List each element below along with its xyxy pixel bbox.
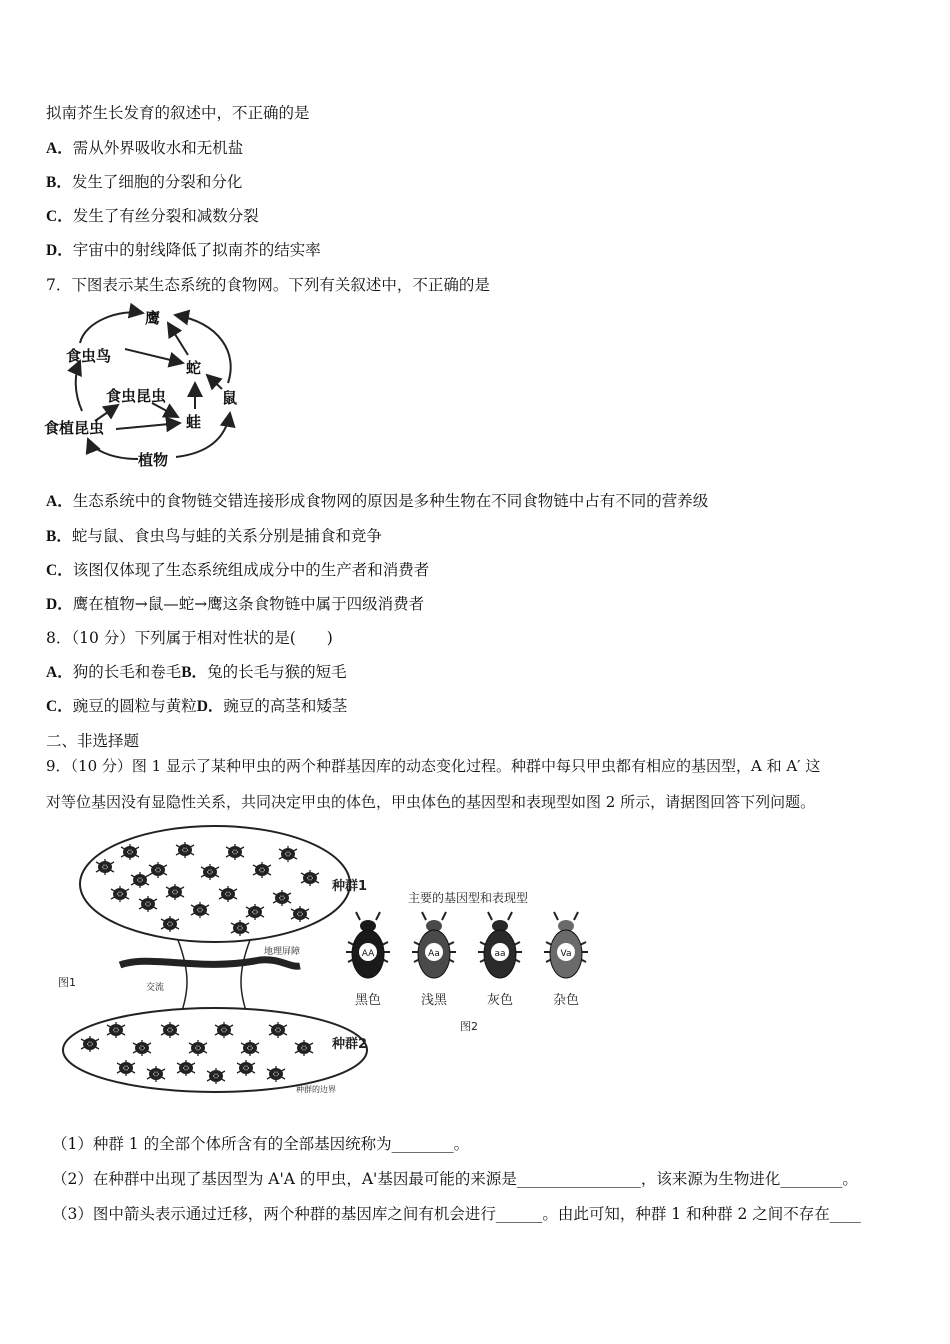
barrier-label: 地理屏障 [264, 947, 301, 957]
figure1-label: 图1 [58, 976, 76, 989]
phenotype-label: 杂色 [552, 993, 580, 1008]
q6-option-c: C．发生了有丝分裂和减数分裂 [46, 207, 259, 225]
q8-stem: 8．（10 分）下列属于相对性状的是( ) [46, 629, 333, 647]
beetle-aa [412, 912, 456, 1008]
genotype-label: Va [560, 949, 572, 959]
q7-option-b: B．蛇与鼠、食虫鸟与蛙的关系分别是捕食和竞争 [46, 527, 382, 545]
figure2-title: 主要的基因型和表现型 [408, 891, 529, 905]
question-intro: 拟南芥生长发育的叙述中，不正确的是 [46, 104, 310, 122]
geographic-barrier [120, 960, 300, 967]
phenotype-label: 灰色 [486, 993, 514, 1008]
boundary-label: 种群的边界 [296, 1085, 336, 1094]
edge-snake-hawk [168, 323, 188, 355]
q6-option-d: D．宇宙中的射线降低了拟南芥的结实率 [46, 241, 321, 259]
node-plant: 植物 [138, 451, 169, 469]
node-insectivorous-bird: 食虫鸟 [66, 347, 112, 365]
node-mouse: 鼠 [222, 389, 238, 407]
q9-sub3: （3）图中箭头表示通过迁移，两个种群的基因库之间有机会进行______。由此可知，种群 1 和种群 2 之间不存在____ [52, 1205, 861, 1223]
edge-herb-bird [76, 361, 82, 411]
q6-option-a: A．需从外界吸收水和无机盐 [46, 139, 244, 157]
q9-sub2: （2）在种群中出现了基因型为 A'A 的甲虫，A'基因最可能的来源是________________，该来源为生物进化________。 [52, 1170, 858, 1188]
edge-insect-frog [152, 403, 178, 417]
food-web-diagram [40, 303, 260, 475]
edge-plant-herb [88, 439, 138, 459]
q7-option-d: D．鹰在植物→鼠—蛇→鹰这条食物链中属于四级消费者 [46, 595, 425, 613]
q9-stem-line2: 对等位基因没有显隐性关系，共同决定甲虫的体色，甲虫体色的基因型和表现型如图 2 所示，请据图回答下列问题。 [46, 793, 816, 811]
phenotype-label: 黑色 [354, 993, 382, 1008]
q7-stem: 7．下图表示某生态系统的食物网。下列有关叙述中，不正确的是 [46, 276, 490, 294]
q6-option-b: B．发生了细胞的分裂和分化 [46, 173, 243, 191]
edge-herb-frog [116, 423, 180, 429]
population1-label: 种群1 [332, 879, 368, 894]
figure2-label: 图2 [460, 1020, 478, 1033]
q8-options-ab: A．狗的长毛和卷毛B．兔的长毛与猴的短毛 [46, 663, 347, 681]
genotype-label: AA [361, 949, 375, 959]
q7-option-a: A．生态系统中的食物链交错连接形成食物网的原因是多种生物在不同食物链中占有不同的营养级 [46, 492, 709, 510]
node-snake: 蛇 [186, 359, 202, 377]
phenotype-label: 浅黑 [420, 993, 448, 1008]
edge-mouse-snake [207, 375, 222, 389]
edge-bird-hawk [80, 312, 143, 343]
node-insectivorous-insect: 食虫昆虫 [106, 387, 167, 405]
node-hawk: 鹰 [145, 309, 161, 327]
genotype-label: aa [494, 949, 506, 959]
q9-stem-line1: 9．（10 分）图 1 显示了某种甲虫的两个种群基因库的动态变化过程。种群中每只甲虫都有相应的基因型，A 和 A′ 这 [46, 757, 821, 775]
figure1-populations [50, 822, 380, 1100]
population2-label: 种群2 [332, 1037, 368, 1052]
genotype-label: Aa [428, 949, 440, 959]
edge-bird-snake [125, 349, 183, 363]
beetle-aa [346, 912, 390, 1008]
q9-sub1: （1）种群 1 的全部个体所含有的全部基因统称为________。 [52, 1135, 470, 1153]
edge-plant-mouse [176, 413, 230, 457]
exchange-label: 交流 [146, 983, 165, 993]
node-frog: 蛙 [186, 413, 202, 431]
q8-options-cd: C．豌豆的圆粒与黄粒D．豌豆的高茎和矮茎 [46, 697, 348, 715]
section-heading: 二、非选择题 [46, 732, 140, 750]
node-herbivorous-insect: 食植昆虫 [44, 419, 105, 437]
figure2-genotypes [340, 880, 610, 1040]
q7-option-c: C．该图仅体现了生态系统组成成分中的生产者和消费者 [46, 561, 430, 579]
beetle-aa [478, 912, 522, 1008]
beetle-va [544, 912, 588, 1008]
